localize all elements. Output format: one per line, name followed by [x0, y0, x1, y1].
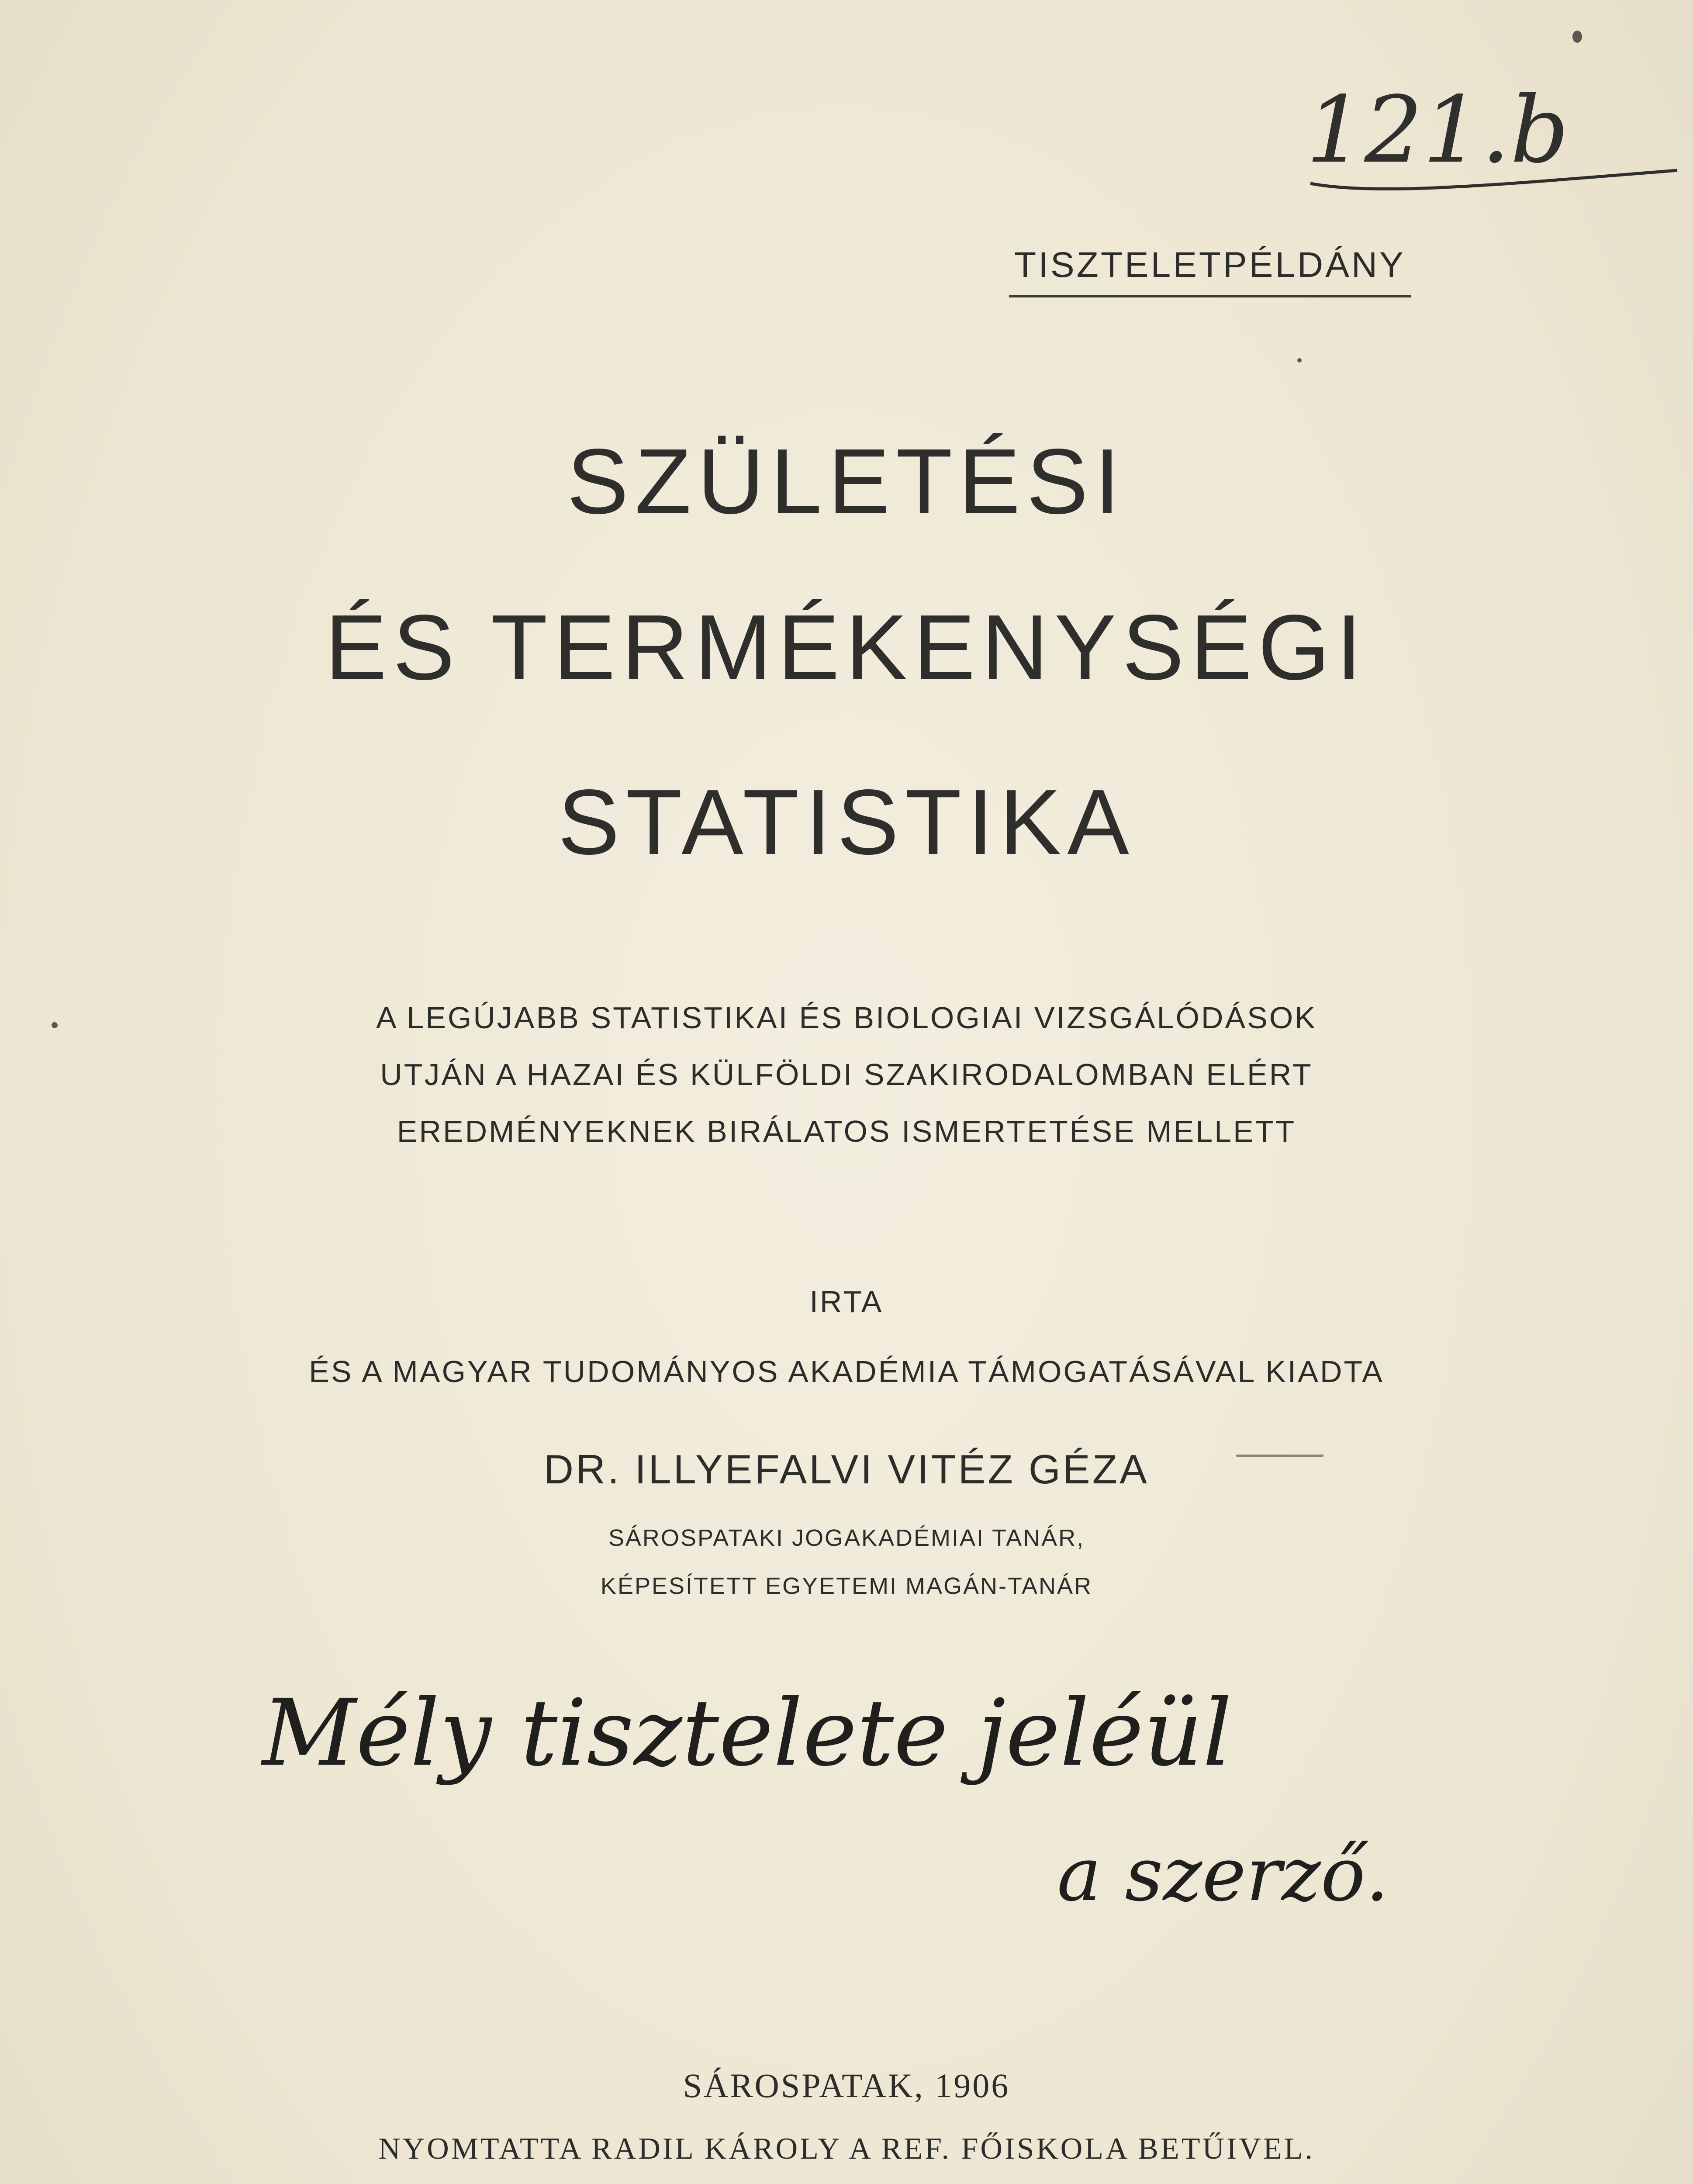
- subtitle-line-1: A LEGÚJABB STATISTIKAI ÉS BIOLOGIAI VIZSGÁLÓDÁSOK: [376, 1001, 1317, 1035]
- title-line-3: STATISTIKA: [558, 770, 1135, 874]
- byline-publisher-note: ÉS A MAGYAR TUDOMÁNYOS AKADÉMIA TÁMOGATÁSÁVAL KIADTA: [309, 1355, 1384, 1389]
- presentation-copy-label: TISZTELETPÉLDÁNY: [1014, 245, 1406, 285]
- page-speck: [1297, 358, 1302, 363]
- imprint-place-year: SÁROSPATAK, 1906: [683, 2067, 1010, 2105]
- dedication-line-1: Mély tisztelete jeléül: [262, 1679, 1232, 1787]
- page-speck: [1572, 31, 1582, 43]
- shelf-mark-text: 121.b: [1306, 76, 1569, 183]
- page-mark-dash: [1236, 1455, 1323, 1457]
- subtitle-line-3: EREDMÉNYEKNEK BIRÁLATOS ISMERTETÉSE MELLETT: [397, 1114, 1296, 1148]
- author-role-2: KÉPESÍTETT EGYETEMI MAGÁN-TANÁR: [600, 1573, 1093, 1599]
- presentation-label-rule: [1009, 295, 1411, 297]
- author-role-1: SÁROSPATAKI JOGAKADÉMIAI TANÁR,: [608, 1525, 1085, 1551]
- page-speck: [52, 1022, 58, 1028]
- byline-irta: IRTA: [809, 1285, 884, 1319]
- subtitle-line-2: UTJÁN A HAZAI ÉS KÜLFÖLDI SZAKIRODALOMBAN ELÉRT: [380, 1057, 1313, 1092]
- dedication-line-2: a szerző.: [1057, 1832, 1389, 1918]
- handwritten-dedication: [245, 1651, 1468, 1966]
- title-line-2: ÉS TERMÉKENYSÉGI: [325, 595, 1368, 699]
- title-line-1: SZÜLETÉSI: [567, 429, 1126, 533]
- imprint-printer: NYOMTATTA RADIL KÁROLY A REF. FŐISKOLA BETŰIVEL.: [378, 2132, 1315, 2166]
- shelf-mark-handwriting: [1293, 52, 1686, 218]
- author-name: DR. ILLYEFALVI VITÉZ GÉZA: [544, 1446, 1149, 1492]
